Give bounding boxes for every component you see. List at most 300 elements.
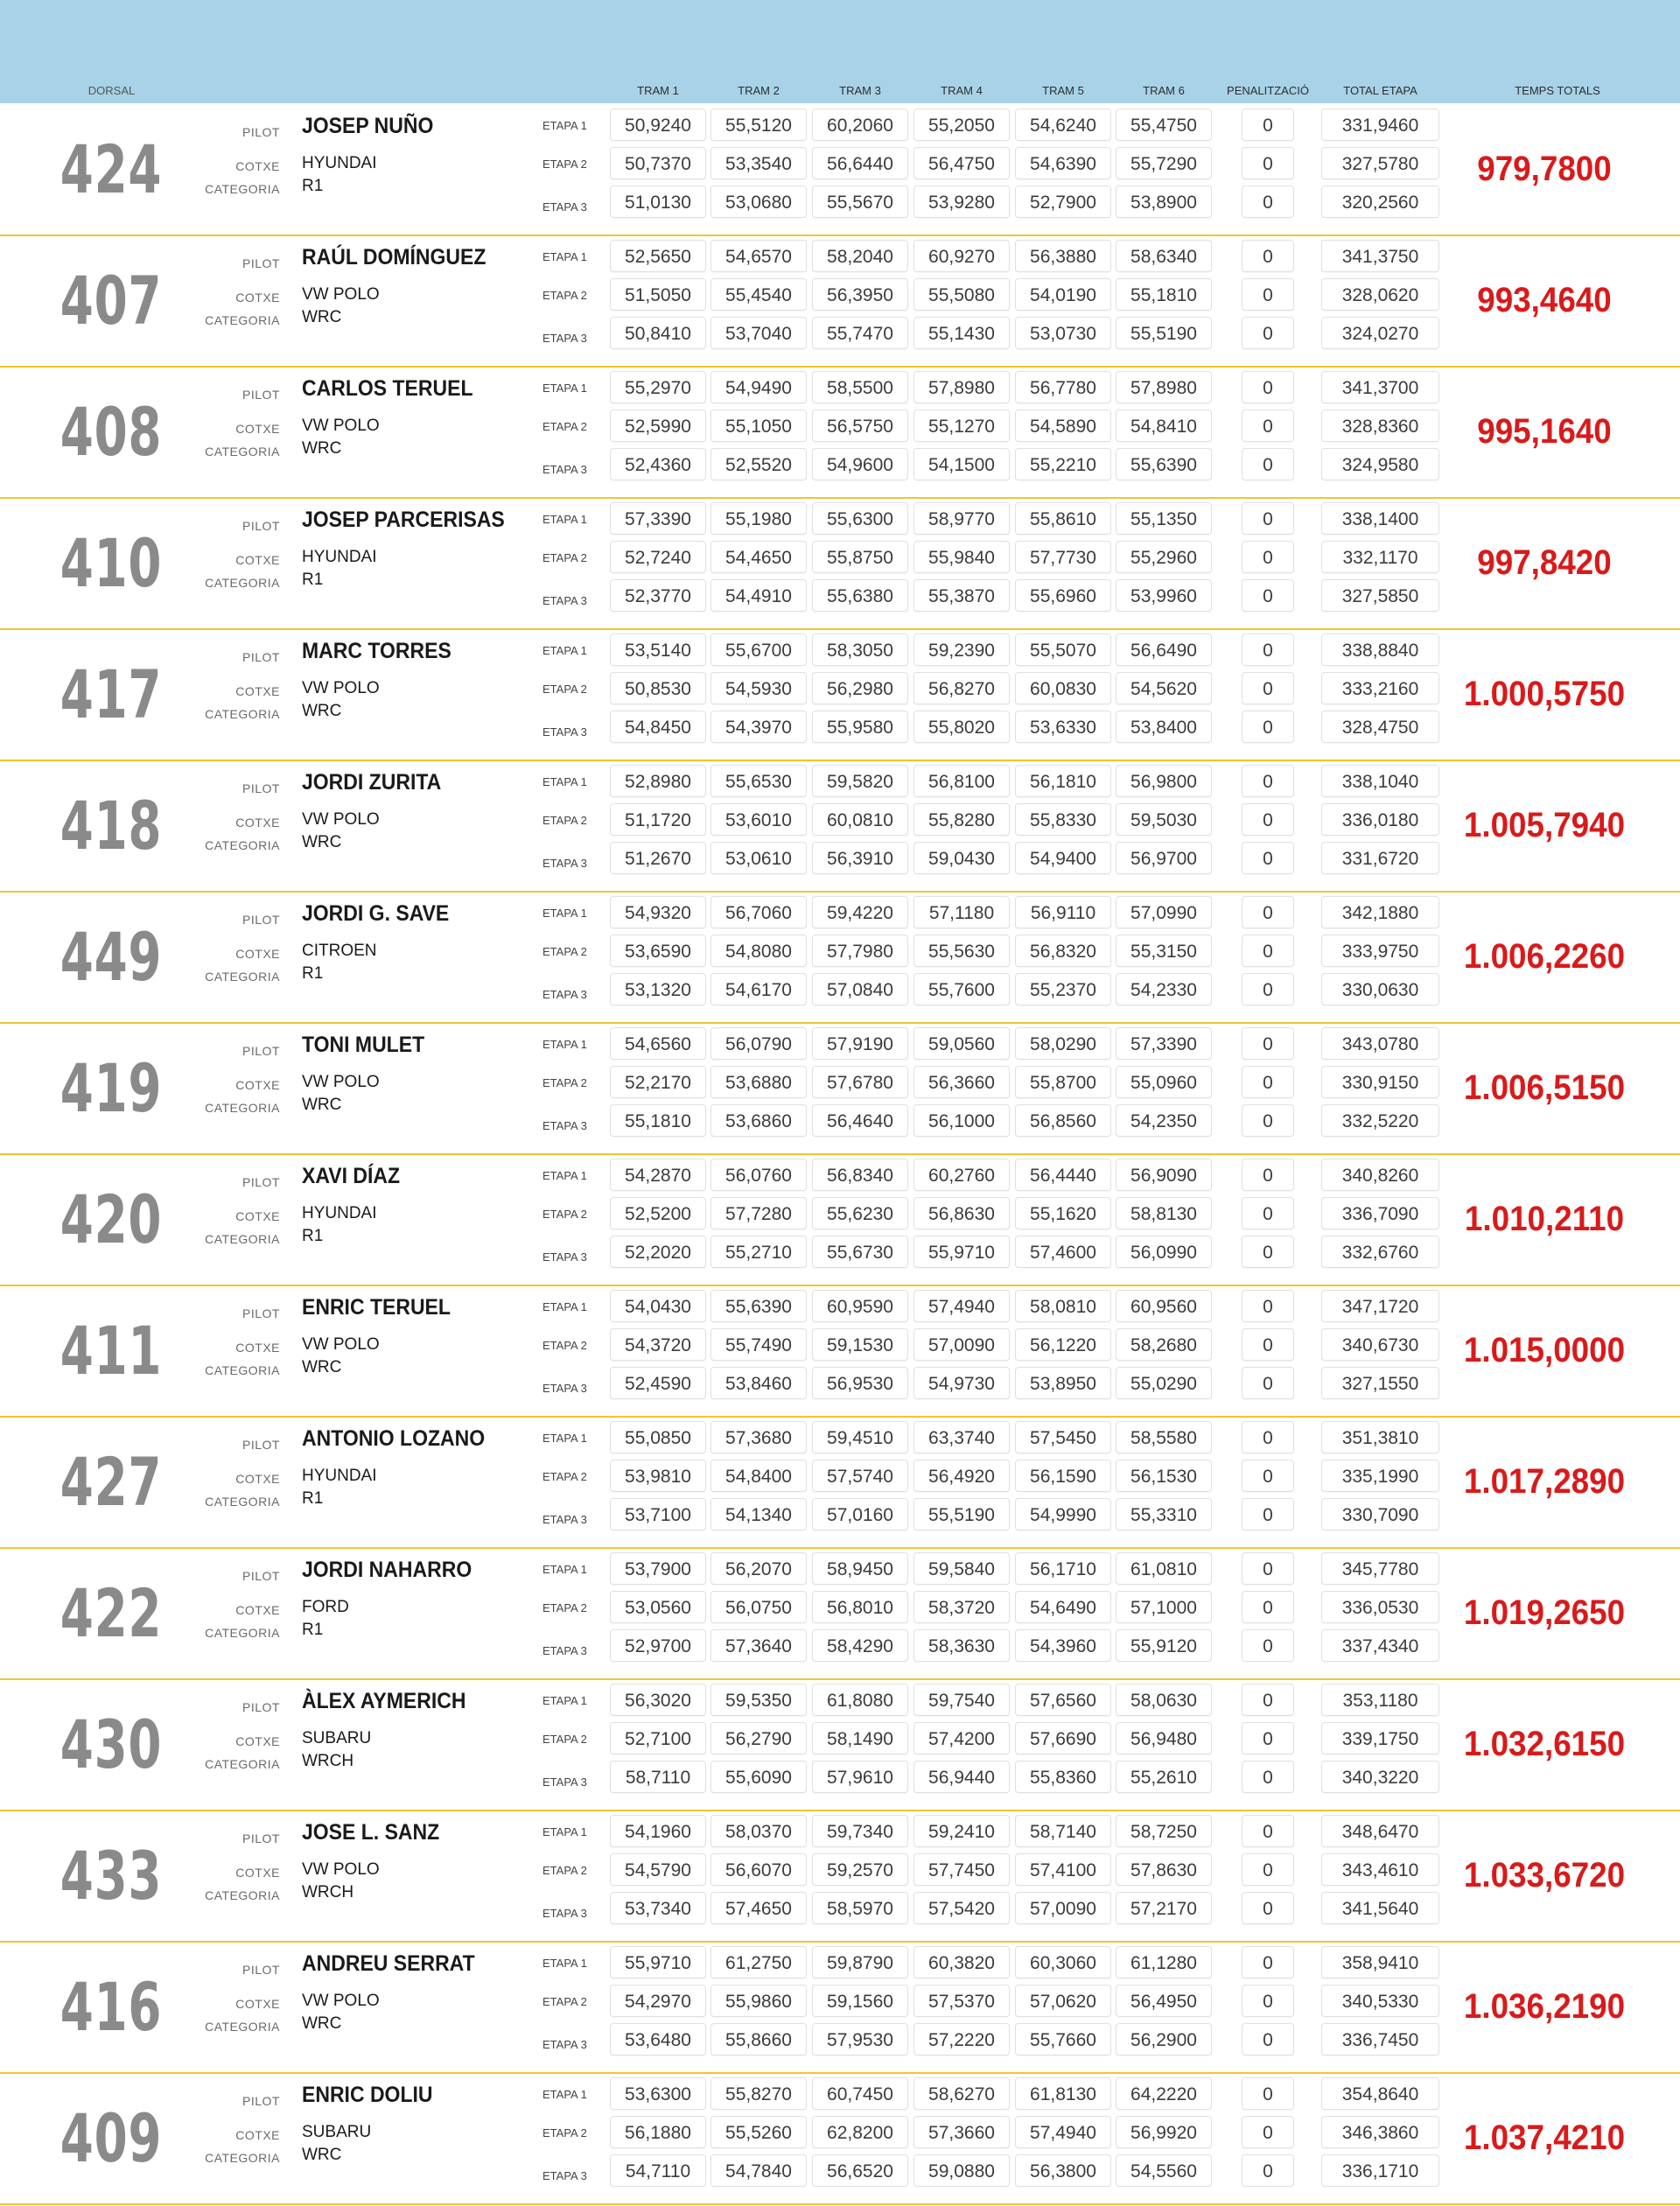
time-cell: 56,2790	[710, 1722, 807, 1754]
time-cell: 55,5260	[710, 2116, 807, 2148]
car-value: VW POLO	[302, 1992, 380, 2010]
time-cell: 52,4360	[610, 448, 706, 480]
time-cell: 346,3860	[1321, 2116, 1439, 2148]
dorsal-number: 410	[60, 524, 163, 602]
time-cell: 55,6230	[812, 1197, 908, 1229]
dorsal-number: 422	[60, 1574, 163, 1652]
time-cell: 56,4750	[914, 147, 1010, 179]
time-cell: 58,6270	[914, 2077, 1010, 2110]
time-cell: 59,2410	[914, 1815, 1010, 1847]
time-cell: 57,6780	[812, 1066, 908, 1098]
time-cell: 0	[1242, 2077, 1294, 2110]
time-cell: 0	[1242, 1498, 1294, 1530]
time-cell: 54,4650	[710, 541, 807, 573]
time-cell: 0	[1242, 1159, 1294, 1191]
time-cell: 57,4600	[1015, 1236, 1111, 1268]
time-cell: 55,2050	[914, 109, 1010, 141]
time-cell: 53,6590	[610, 935, 706, 967]
time-cell: 53,6480	[610, 2023, 706, 2055]
time-cell: 55,0960	[1116, 1066, 1212, 1098]
car-value: HYUNDAI	[302, 548, 377, 566]
time-cell: 52,5520	[710, 448, 807, 480]
column-header: TRAM 5	[1042, 84, 1084, 97]
time-cell: 0	[1242, 109, 1294, 141]
time-cell: 59,1530	[812, 1328, 908, 1361]
dorsal-number: 408	[60, 393, 163, 471]
time-cell: 54,3720	[610, 1328, 706, 1361]
result-row	[0, 499, 1680, 630]
etapa-label: ETAPA 1	[542, 250, 587, 263]
result-row	[0, 2074, 1680, 2205]
pilot-name: MARC TORRES	[302, 639, 452, 663]
time-cell: 0	[1242, 240, 1294, 272]
time-cell: 52,9700	[610, 1629, 706, 1662]
time-cell: 56,0750	[710, 1591, 807, 1623]
time-cell: 50,7370	[610, 147, 706, 179]
time-cell: 54,8410	[1116, 410, 1212, 442]
time-cell: 54,6490	[1015, 1591, 1111, 1623]
time-cell: 55,5190	[914, 1498, 1010, 1530]
time-cell: 55,6390	[1116, 448, 1212, 480]
time-cell: 0	[1242, 2116, 1294, 2148]
etapa-label: ETAPA 1	[542, 382, 587, 395]
etapa-label: ETAPA 1	[542, 644, 587, 657]
pilot-name: JORDI G. SAVE	[302, 901, 450, 926]
result-row	[0, 236, 1680, 368]
dorsal-number: 409	[60, 2099, 163, 2177]
time-cell: 53,0610	[710, 842, 807, 874]
pilot-label: PILOT	[242, 913, 280, 927]
etapa-label: ETAPA 3	[542, 1250, 587, 1264]
time-cell: 55,8660	[710, 2023, 807, 2055]
time-cell: 337,4340	[1321, 1629, 1439, 1662]
time-cell: 57,4940	[1015, 2116, 1111, 2148]
time-cell: 56,6070	[710, 1853, 807, 1886]
result-row	[0, 630, 1680, 761]
etapa-label: ETAPA 1	[542, 2088, 587, 2101]
categoria-label: CATEGORIA	[205, 2020, 280, 2034]
etapa-label: ETAPA 2	[542, 158, 587, 171]
pilot-name: JOSEP PARCERISAS	[302, 508, 505, 532]
pilot-label: PILOT	[242, 1569, 280, 1583]
time-cell: 56,4640	[812, 1104, 908, 1137]
pilot-name: ANTONIO LOZANO	[302, 1426, 486, 1451]
time-cell: 0	[1242, 1236, 1294, 1268]
time-cell: 50,8530	[610, 672, 706, 704]
time-cell: 52,7900	[1015, 186, 1111, 218]
time-cell: 60,3060	[1015, 1946, 1111, 1978]
time-cell: 55,6380	[812, 579, 908, 612]
time-cell: 51,2670	[610, 842, 706, 874]
time-cell: 55,3870	[914, 579, 1010, 612]
time-cell: 52,7240	[610, 541, 706, 573]
time-cell: 52,5650	[610, 240, 706, 272]
time-cell: 320,2560	[1321, 186, 1439, 218]
time-cell: 59,2570	[812, 1853, 908, 1886]
time-cell: 54,2330	[1116, 973, 1212, 1005]
time-cell: 0	[1242, 1421, 1294, 1453]
etapa-label: ETAPA 2	[542, 1733, 587, 1746]
result-row	[0, 368, 1680, 499]
time-cell: 336,1710	[1321, 2154, 1439, 2187]
time-cell: 60,9590	[812, 1290, 908, 1322]
column-header: TEMPS TOTALS	[1515, 84, 1600, 97]
time-cell: 56,6520	[812, 2154, 908, 2187]
time-cell: 56,9440	[914, 1761, 1010, 1793]
time-cell: 57,0090	[914, 1328, 1010, 1361]
etapa-label: ETAPA 1	[542, 1957, 587, 1970]
time-cell: 54,2870	[610, 1159, 706, 1191]
etapa-label: ETAPA 1	[542, 1694, 587, 1707]
category-value: R1	[302, 964, 324, 983]
time-cell: 340,6730	[1321, 1328, 1439, 1361]
cotxe-label: COTXE	[235, 1603, 280, 1617]
column-header: PENALITZACIÓ	[1227, 84, 1309, 97]
time-cell: 56,8010	[812, 1591, 908, 1623]
time-cell: 63,3740	[914, 1421, 1010, 1453]
time-cell: 56,9480	[1116, 1722, 1212, 1754]
time-cell: 332,1170	[1321, 541, 1439, 573]
time-cell: 55,2960	[1116, 541, 1212, 573]
pilot-label: PILOT	[242, 1700, 280, 1714]
time-cell: 0	[1242, 1684, 1294, 1716]
cotxe-label: COTXE	[235, 947, 280, 961]
time-cell: 338,8840	[1321, 634, 1439, 666]
time-cell: 55,2970	[610, 371, 706, 403]
time-cell: 56,4950	[1116, 1985, 1212, 2017]
time-cell: 59,0560	[914, 1027, 1010, 1060]
time-cell: 55,8330	[1015, 803, 1111, 836]
pilot-name: RAÚL DOMÍNGUEZ	[302, 245, 486, 270]
category-value: R1	[302, 1621, 324, 1639]
time-cell: 0	[1242, 541, 1294, 573]
time-cell: 57,8980	[1116, 371, 1212, 403]
time-cell: 54,5890	[1015, 410, 1111, 442]
time-cell: 55,5630	[914, 935, 1010, 967]
time-cell: 55,6700	[710, 634, 807, 666]
cotxe-label: COTXE	[235, 422, 280, 436]
time-cell: 53,6860	[710, 1104, 807, 1137]
categoria-label: CATEGORIA	[205, 1495, 280, 1509]
etapa-label: ETAPA 3	[542, 1382, 587, 1395]
car-value: HYUNDAI	[302, 1204, 377, 1222]
etapa-label: ETAPA 1	[542, 119, 587, 132]
time-cell: 53,3540	[710, 147, 807, 179]
time-cell: 61,1280	[1116, 1946, 1212, 1978]
car-value: SUBARU	[302, 2123, 372, 2141]
time-cell: 340,8260	[1321, 1159, 1439, 1191]
result-row	[0, 761, 1680, 893]
time-cell: 58,2040	[812, 240, 908, 272]
time-cell: 0	[1242, 1367, 1294, 1399]
time-cell: 57,6690	[1015, 1722, 1111, 1754]
pilot-label: PILOT	[242, 125, 280, 139]
time-cell: 58,5500	[812, 371, 908, 403]
time-cell: 57,4100	[1015, 1853, 1111, 1886]
time-cell: 330,7090	[1321, 1498, 1439, 1530]
time-cell: 333,2160	[1321, 672, 1439, 704]
time-cell: 55,9580	[812, 711, 908, 743]
time-cell: 60,9270	[914, 240, 1010, 272]
category-value: R1	[302, 177, 324, 195]
time-cell: 55,8270	[710, 2077, 807, 2110]
column-header: TRAM 6	[1143, 84, 1185, 97]
time-cell: 0	[1242, 842, 1294, 874]
time-cell: 50,9240	[610, 109, 706, 141]
time-cell: 54,1340	[710, 1498, 807, 1530]
time-cell: 335,1990	[1321, 1460, 1439, 1492]
time-cell: 0	[1242, 2023, 1294, 2055]
column-header: TRAM 2	[738, 84, 780, 97]
etapa-label: ETAPA 3	[542, 2038, 587, 2051]
etapa-label: ETAPA 1	[542, 1038, 587, 1051]
time-cell: 0	[1242, 1104, 1294, 1137]
time-cell: 55,5080	[914, 278, 1010, 311]
etapa-label: ETAPA 1	[542, 1563, 587, 1576]
time-cell: 57,7730	[1015, 541, 1111, 573]
time-cell: 52,5200	[610, 1197, 706, 1229]
time-cell: 56,2070	[710, 1552, 807, 1585]
time-cell: 328,4750	[1321, 711, 1439, 743]
etapa-label: ETAPA 2	[542, 420, 587, 433]
time-cell: 56,6490	[1116, 634, 1212, 666]
category-value: WRC	[302, 2014, 342, 2033]
time-cell: 56,8270	[914, 672, 1010, 704]
time-cell: 56,8630	[914, 1197, 1010, 1229]
time-cell: 52,5990	[610, 410, 706, 442]
categoria-label: CATEGORIA	[205, 1101, 280, 1115]
time-cell: 57,7980	[812, 935, 908, 967]
time-cell: 336,7450	[1321, 2023, 1439, 2055]
dorsal-number: 418	[60, 787, 163, 865]
time-cell: 0	[1242, 1027, 1294, 1060]
time-cell: 60,7450	[812, 2077, 908, 2110]
time-cell: 0	[1242, 1197, 1294, 1229]
time-cell: 0	[1242, 317, 1294, 349]
time-cell: 52,2170	[610, 1066, 706, 1098]
etapa-label: ETAPA 1	[542, 775, 587, 788]
time-cell: 55,1270	[914, 410, 1010, 442]
time-cell: 57,4940	[914, 1290, 1010, 1322]
time-cell: 60,3820	[914, 1946, 1010, 1978]
category-value: R1	[302, 571, 324, 589]
categoria-label: CATEGORIA	[205, 707, 280, 721]
time-cell: 55,2210	[1015, 448, 1111, 480]
cotxe-label: COTXE	[235, 291, 280, 305]
time-cell: 0	[1242, 672, 1294, 704]
time-cell: 342,1880	[1321, 896, 1439, 928]
time-cell: 58,6340	[1116, 240, 1212, 272]
time-cell: 54,5790	[610, 1853, 706, 1886]
time-cell: 56,7060	[710, 896, 807, 928]
time-cell: 54,3970	[710, 711, 807, 743]
time-cell: 55,1620	[1015, 1197, 1111, 1229]
time-cell: 345,7780	[1321, 1552, 1439, 1585]
time-cell: 330,0630	[1321, 973, 1439, 1005]
time-cell: 59,7340	[812, 1815, 908, 1847]
time-cell: 57,3680	[710, 1421, 807, 1453]
time-cell: 57,0090	[1015, 1892, 1111, 1924]
dorsal-number: 417	[60, 655, 163, 733]
column-header: TRAM 1	[637, 84, 679, 97]
result-row	[0, 1680, 1680, 1811]
time-cell: 0	[1242, 1815, 1294, 1847]
time-cell: 54,9600	[812, 448, 908, 480]
time-cell: 56,9920	[1116, 2116, 1212, 2148]
time-cell: 56,1710	[1015, 1552, 1111, 1585]
time-cell: 0	[1242, 1722, 1294, 1754]
time-cell: 57,3390	[610, 502, 706, 535]
time-cell: 61,8080	[812, 1684, 908, 1716]
time-cell: 58,7110	[610, 1761, 706, 1793]
time-cell: 55,9860	[710, 1985, 807, 2017]
pilot-label: PILOT	[242, 1831, 280, 1845]
row-separator	[0, 2203, 1680, 2205]
dorsal-number: 430	[60, 1705, 163, 1783]
dorsal-number: 416	[60, 1968, 163, 2046]
pilot-name: XAVI DÍAZ	[302, 1164, 401, 1188]
time-cell: 57,5450	[1015, 1421, 1111, 1453]
time-cell: 53,9960	[1116, 579, 1212, 612]
time-cell: 57,7280	[710, 1197, 807, 1229]
car-value: VW POLO	[302, 679, 380, 697]
etapa-label: ETAPA 3	[542, 200, 587, 214]
dorsal-number: 407	[60, 262, 163, 340]
time-cell: 55,1350	[1116, 502, 1212, 535]
time-cell: 53,9810	[610, 1460, 706, 1492]
time-cell: 55,8280	[914, 803, 1010, 836]
time-cell: 58,7140	[1015, 1815, 1111, 1847]
pilot-label: PILOT	[242, 781, 280, 795]
time-cell: 328,0620	[1321, 278, 1439, 311]
time-cell: 51,0130	[610, 186, 706, 218]
time-cell: 58,5970	[812, 1892, 908, 1924]
time-cell: 60,0830	[1015, 672, 1111, 704]
categoria-label: CATEGORIA	[205, 1757, 280, 1771]
time-cell: 57,0990	[1116, 896, 1212, 928]
time-cell: 60,2760	[914, 1159, 1010, 1191]
categoria-label: CATEGORIA	[205, 1232, 280, 1246]
etapa-label: ETAPA 3	[542, 1513, 587, 1526]
time-cell: 58,7250	[1116, 1815, 1212, 1847]
time-cell: 60,9560	[1116, 1290, 1212, 1322]
categoria-label: CATEGORIA	[205, 182, 280, 196]
time-cell: 338,1040	[1321, 765, 1439, 797]
time-cell: 59,0880	[914, 2154, 1010, 2187]
car-value: HYUNDAI	[302, 154, 377, 172]
time-cell: 51,5050	[610, 278, 706, 311]
time-cell: 0	[1242, 896, 1294, 928]
time-cell: 56,8320	[1015, 935, 1111, 967]
categoria-label: CATEGORIA	[205, 313, 280, 327]
total-time: 1.005,7940	[1463, 806, 1626, 844]
total-time: 1.033,6720	[1463, 1856, 1626, 1894]
time-cell: 56,4440	[1015, 1159, 1111, 1191]
time-cell: 332,5220	[1321, 1104, 1439, 1137]
time-cell: 58,5580	[1116, 1421, 1212, 1453]
etapa-label: ETAPA 3	[542, 1644, 587, 1657]
dorsal-number: 433	[60, 1837, 163, 1915]
time-cell: 55,5190	[1116, 317, 1212, 349]
time-cell: 57,3640	[710, 1629, 807, 1662]
time-cell: 53,8460	[710, 1367, 807, 1399]
time-cell: 57,9610	[812, 1761, 908, 1793]
time-cell: 50,8410	[610, 317, 706, 349]
time-cell: 55,1810	[1116, 278, 1212, 311]
time-cell: 0	[1242, 579, 1294, 612]
cotxe-label: COTXE	[235, 159, 280, 173]
time-cell: 0	[1242, 1985, 1294, 2017]
etapa-label: ETAPA 3	[542, 1907, 587, 1920]
time-cell: 0	[1242, 711, 1294, 743]
time-cell: 56,1000	[914, 1104, 1010, 1137]
time-cell: 53,6330	[1015, 711, 1111, 743]
time-cell: 57,8980	[914, 371, 1010, 403]
time-cell: 52,4590	[610, 1367, 706, 1399]
time-cell: 54,8450	[610, 711, 706, 743]
category-value: WRC	[302, 1358, 342, 1376]
time-cell: 56,9700	[1116, 842, 1212, 874]
time-cell: 54,9400	[1015, 842, 1111, 874]
car-value: VW POLO	[302, 1335, 380, 1354]
categoria-label: CATEGORIA	[205, 445, 280, 459]
time-cell: 60,0810	[812, 803, 908, 836]
pilot-label: PILOT	[242, 388, 280, 402]
etapa-label: ETAPA 2	[542, 289, 587, 302]
pilot-name: TONI MULET	[302, 1033, 425, 1057]
time-cell: 55,1050	[710, 410, 807, 442]
time-cell: 52,3770	[610, 579, 706, 612]
time-cell: 54,0430	[610, 1290, 706, 1322]
dorsal-number: 411	[60, 1312, 163, 1390]
time-cell: 55,9710	[610, 1946, 706, 1978]
time-cell: 0	[1242, 1629, 1294, 1662]
result-row	[0, 105, 1680, 236]
total-time: 993,4640	[1477, 281, 1612, 319]
time-cell: 55,1810	[610, 1104, 706, 1137]
category-value: WRCH	[302, 1883, 354, 1901]
time-cell: 54,5620	[1116, 672, 1212, 704]
time-cell: 58,0370	[710, 1815, 807, 1847]
total-time: 1.017,2890	[1463, 1462, 1626, 1501]
car-value: HYUNDAI	[302, 1467, 377, 1485]
time-cell: 55,8360	[1015, 1761, 1111, 1793]
total-time: 1.006,2260	[1463, 937, 1626, 976]
pilot-name: JOSE L. SANZ	[302, 1820, 440, 1845]
time-cell: 327,5780	[1321, 147, 1439, 179]
cotxe-label: COTXE	[235, 1734, 280, 1748]
time-cell: 53,0560	[610, 1591, 706, 1623]
time-cell: 59,5350	[710, 1684, 807, 1716]
time-cell: 59,1560	[812, 1985, 908, 2017]
time-cell: 57,5370	[914, 1985, 1010, 2017]
category-value: WRC	[302, 439, 342, 458]
etapa-label: ETAPA 1	[542, 1300, 587, 1313]
time-cell: 52,8980	[610, 765, 706, 797]
result-row	[0, 893, 1680, 1024]
pilot-label: PILOT	[242, 1044, 280, 1058]
etapa-label: ETAPA 3	[542, 2169, 587, 2182]
total-time: 1.032,6150	[1463, 1725, 1626, 1763]
time-cell: 56,2980	[812, 672, 908, 704]
etapa-label: ETAPA 3	[542, 463, 587, 476]
time-cell: 58,9770	[914, 502, 1010, 535]
time-cell: 0	[1242, 371, 1294, 403]
time-cell: 59,5030	[1116, 803, 1212, 836]
etapa-label: ETAPA 3	[542, 1775, 587, 1789]
time-cell: 0	[1242, 1591, 1294, 1623]
time-cell: 58,3720	[914, 1591, 1010, 1623]
